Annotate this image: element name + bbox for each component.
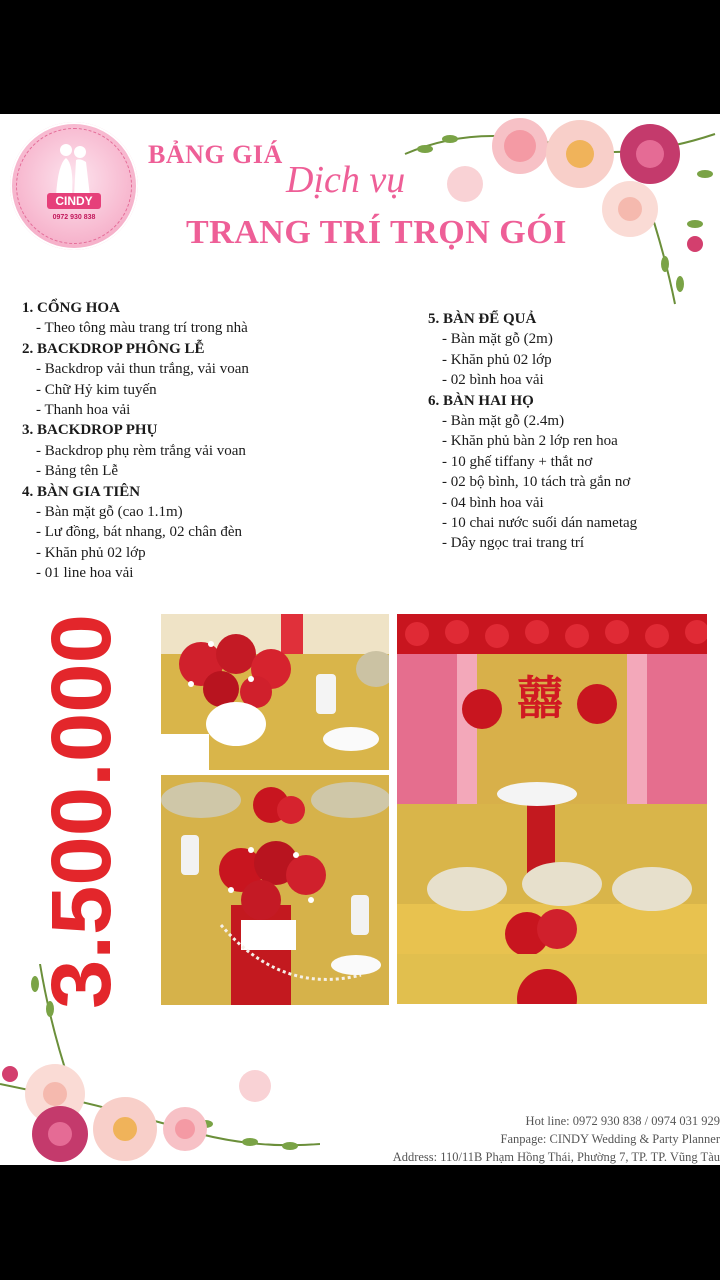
section-heading: 3. BACKDROP PHỤ — [22, 422, 158, 439]
section-item: - Dây ngọc trai trang trí — [442, 535, 585, 552]
section-item: - Backdrop vải thun trắng, vải voan — [36, 361, 249, 378]
logo-brand: CINDY — [47, 193, 100, 209]
section-item: - 02 bộ bình, 10 tách trà gắn nơ — [442, 474, 631, 491]
footer-fanpage: Fanpage: CINDY Wedding & Party Planner — [500, 1132, 720, 1146]
section-item: - Khăn phủ bàn 2 lớp ren hoa — [442, 433, 618, 450]
section-item: - 02 bình hoa vải — [442, 372, 544, 389]
section-item: - Bàn mặt gỗ (2m) — [442, 331, 553, 348]
contact-footer — [393, 1112, 720, 1165]
section-item: - Thanh hoa vải — [36, 402, 131, 419]
section-item: - 10 ghế tiffany + thắt nơ — [442, 453, 593, 470]
section-item: - Bảng tên Lễ — [36, 463, 119, 480]
section-item: - 04 bình hoa vải — [442, 494, 544, 511]
logo-phone: 0972 930 838 — [52, 214, 96, 221]
flower-decoration-bottom — [0, 964, 320, 1164]
section-item: - Bàn mặt gỗ (2.4m) — [442, 413, 565, 430]
section-item: - Khăn phủ 02 lớp — [442, 351, 552, 368]
section-item: - Chữ Hỷ kim tuyến — [36, 381, 157, 398]
svg-text:囍: 囍 — [517, 671, 563, 725]
section-item: - Khăn phủ 02 lớp — [36, 544, 146, 561]
price-list-poster — [0, 114, 720, 1165]
service-list-right — [428, 309, 637, 554]
section-heading: 6. BÀN HAI HỌ — [428, 392, 534, 409]
section-heading: 5. BÀN ĐỂ QUẢ — [428, 311, 537, 327]
section-item: - 01 line hoa vải — [36, 565, 134, 582]
section-heading: 4. BÀN GIA TIÊN — [22, 483, 141, 500]
photo-ceremony-backdrop — [397, 614, 707, 1004]
footer-address: Address: 110/11B Phạm Hồng Thái, Phường 7, TP. TP. Vũng Tàu — [392, 1150, 720, 1164]
service-list-left — [22, 298, 249, 584]
section-heading: 1. CỔNG HOA — [22, 300, 120, 316]
footer-hotline: Hot line: 0972 930 838 / 0974 031 929 — [525, 1114, 720, 1128]
section-item: - Bàn mặt gỗ (cao 1.1m) — [36, 504, 183, 521]
photo-flower-vase — [161, 614, 389, 770]
cindy-logo — [10, 122, 138, 250]
title-trang-tri: TRANG TRÍ TRỌN GÓI — [186, 214, 567, 251]
section-item: - Backdrop phụ rèm trắng vải voan — [36, 442, 246, 459]
price-value: 3.500.000 — [34, 635, 128, 1009]
section-heading: 2. BACKDROP PHÔNG LỄ — [22, 340, 205, 357]
section-item: - Theo tông màu trang trí trong nhà — [36, 320, 248, 337]
couple-silhouette-icon — [46, 140, 102, 196]
title-dich-vu: Dịch vụ — [286, 159, 406, 201]
section-item: - 10 chai nước suối dán nametag — [442, 515, 638, 532]
section-item: - Lư đồng, bát nhang, 02 chân đèn — [36, 524, 242, 541]
title-bang-gia: BẢNG GIÁ — [148, 140, 283, 169]
